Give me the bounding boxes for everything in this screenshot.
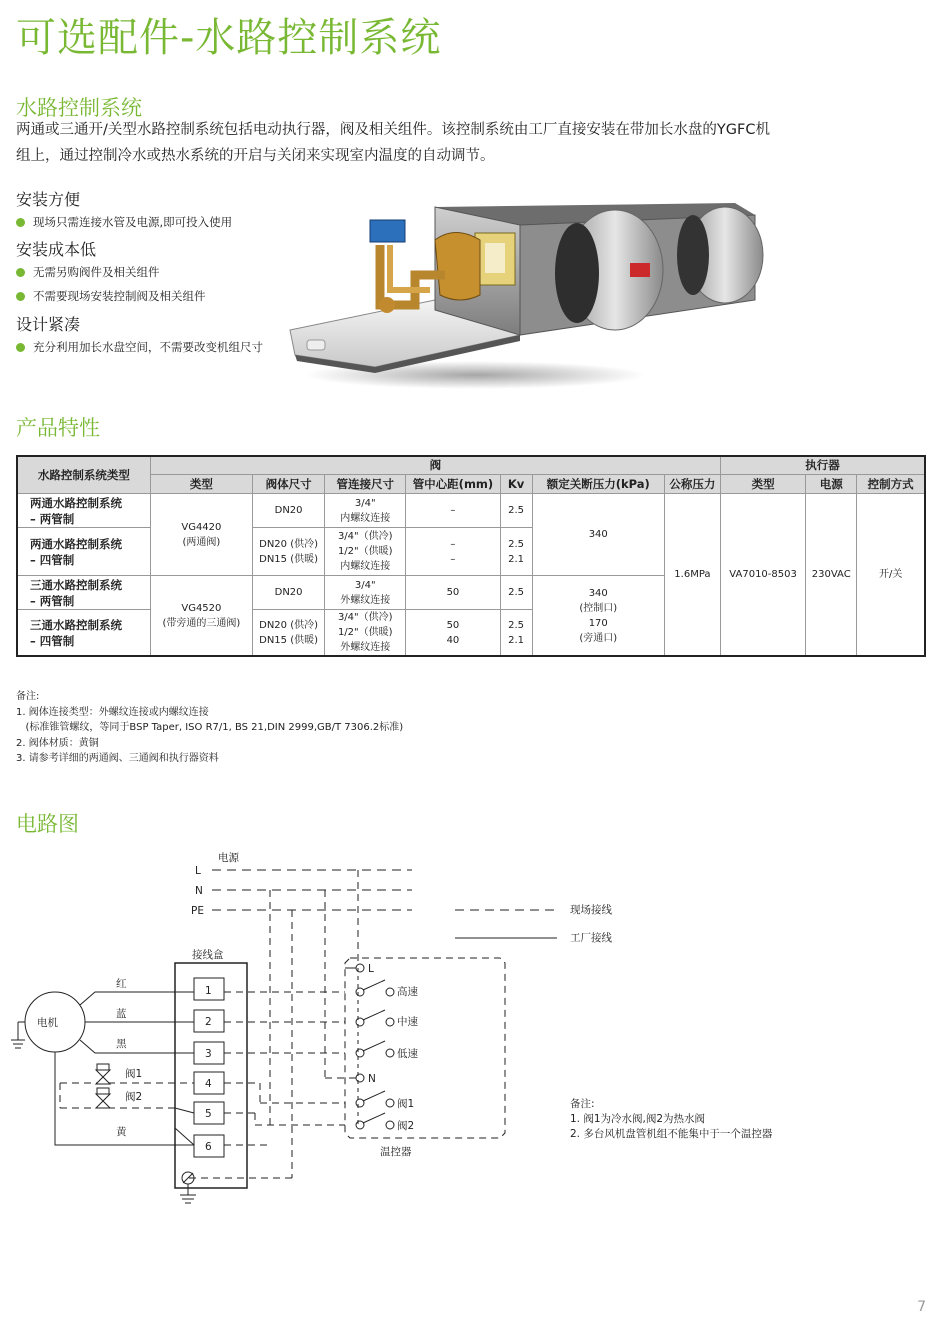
header-actuator: 执行器 bbox=[720, 456, 925, 475]
section-title-wiring: 电路图 bbox=[16, 812, 79, 836]
section-title-features: 产品特性 bbox=[16, 416, 100, 440]
conn-size-cell: 3/4" 内螺纹连接 bbox=[325, 494, 406, 528]
col-header: Kv bbox=[500, 475, 532, 494]
line-label-l: L bbox=[195, 865, 201, 877]
intro-paragraph: 两通或三通开/关型水路控制系统包括电动执行器，阀及相关组件。该控制系统由工厂直接安装在带加长水盘的YGFC机组上，通过控制冷水或热水系统的开启与关闭来实现室内温度的自动调节。 bbox=[16, 122, 770, 164]
legend-factory-wiring: 工厂接线 bbox=[570, 932, 612, 944]
terminal-label: 6 bbox=[205, 1141, 212, 1153]
actuator-type-cell: VA7010-8503 bbox=[720, 494, 805, 657]
close-pressure-cell: 340 (控制口) 170 (旁通口) bbox=[532, 576, 664, 657]
center-dist-cell: – – bbox=[406, 528, 500, 576]
nominal-pressure-cell: 1.6MPa bbox=[664, 494, 720, 657]
body-size-cell: DN20 (供冷) DN15 (供暖) bbox=[253, 610, 325, 657]
thermostat-terminal: 阀1 bbox=[397, 1098, 415, 1110]
page-title: 可选配件-水路控制系统 bbox=[16, 15, 442, 61]
wire-yellow-label: 黄 bbox=[116, 1126, 127, 1138]
terminal-label: 1 bbox=[205, 985, 212, 997]
thermostat-terminal: N bbox=[368, 1073, 376, 1085]
thermostat-terminal: 低速 bbox=[397, 1048, 418, 1060]
col-header: 类型 bbox=[150, 475, 252, 494]
header-model: 水路控制系统类型 bbox=[17, 456, 150, 494]
feature-bullet: 无需另购阀件及相关组件 bbox=[16, 264, 160, 280]
wire-blue-label: 蓝 bbox=[116, 1008, 127, 1020]
thermostat-terminal: L bbox=[368, 963, 374, 975]
line-label-pe: PE bbox=[191, 905, 204, 917]
diagram-note: 2. 多台风机盘管机组不能集中于一个温控器 bbox=[570, 1128, 773, 1140]
model-cell: 三通水路控制系统 – 四管制 bbox=[17, 610, 150, 657]
feature-bullet: 充分利用加长水盘空间，不需要改变机组尺寸 bbox=[16, 339, 263, 355]
col-header: 电源 bbox=[806, 475, 857, 494]
center-dist-cell: 50 40 bbox=[406, 610, 500, 657]
note-line: 2. 阀体材质：黄铜 bbox=[16, 737, 99, 749]
note-line: 3. 请参考详细的两通阀、三通阀和执行器资料 bbox=[16, 753, 219, 764]
model-cell: 两通水路控制系统 – 两管制 bbox=[17, 494, 150, 528]
feature-title-compact: 设计紧凑 bbox=[16, 315, 81, 334]
valve1-label: 阀1 bbox=[125, 1068, 143, 1080]
thermostat-terminal: 高速 bbox=[397, 986, 418, 998]
body-size-cell: DN20 bbox=[253, 576, 325, 610]
power-label: 电源 bbox=[218, 852, 239, 864]
model-cell: 两通水路控制系统 – 四管制 bbox=[17, 528, 150, 576]
close-pressure-cell: 340 bbox=[532, 494, 664, 576]
terminal-label: 3 bbox=[205, 1048, 212, 1060]
conn-size-cell: 3/4"（供冷) 1/2"（供暖) 外螺纹连接 bbox=[325, 610, 406, 657]
table-notes bbox=[16, 689, 403, 767]
spec-table bbox=[16, 455, 926, 657]
body-size-cell: DN20 (供冷) DN15 (供暖) bbox=[253, 528, 325, 576]
bullet-dot-icon bbox=[16, 268, 25, 277]
section-title-water-control: 水路控制系统 bbox=[16, 96, 142, 120]
page-number: 7 bbox=[917, 1299, 926, 1315]
thermostat-terminal: 中速 bbox=[397, 1016, 418, 1028]
center-dist-cell: – bbox=[406, 494, 500, 528]
bullet-dot-icon bbox=[16, 218, 25, 227]
note-line: 备注: bbox=[16, 691, 40, 702]
kv-cell: 2.5 2.1 bbox=[500, 610, 532, 657]
valve-type-cell: VG4420 (两通阀) bbox=[150, 494, 252, 576]
header-valve: 阀 bbox=[150, 456, 720, 475]
valve-type-cell: VG4520 (带旁通的三通阀) bbox=[150, 576, 252, 657]
body-size-cell: DN20 bbox=[253, 494, 325, 528]
control-cell: 开/关 bbox=[857, 494, 925, 657]
line-label-n: N bbox=[195, 885, 203, 897]
feature-bullet: 不需要现场安装控制阀及相关组件 bbox=[16, 288, 206, 304]
model-cell: 三通水路控制系统 – 两管制 bbox=[17, 576, 150, 610]
thermostat-terminal: 阀2 bbox=[397, 1120, 415, 1132]
diagram-note: 备注: bbox=[570, 1098, 595, 1110]
note-line: 1. 阀体连接类型：外螺纹连接或内螺纹连接 bbox=[16, 706, 209, 718]
bullet-dot-icon bbox=[16, 292, 25, 301]
terminal-label: 4 bbox=[205, 1078, 212, 1090]
conn-size-cell: 3/4"（供冷) 1/2"（供暖) 内螺纹连接 bbox=[325, 528, 406, 576]
col-header: 管中心距(mm) bbox=[406, 475, 500, 494]
terminal-label: 2 bbox=[205, 1016, 212, 1028]
col-header: 控制方式 bbox=[857, 475, 925, 494]
bullet-dot-icon bbox=[16, 343, 25, 352]
kv-cell: 2.5 bbox=[500, 576, 532, 610]
valve2-label: 阀2 bbox=[125, 1091, 143, 1103]
col-header: 额定关断压力(kPa) bbox=[532, 475, 664, 494]
kv-cell: 2.5 2.1 bbox=[500, 528, 532, 576]
note-line: (标准锥管螺纹，等同于BSP Taper, ISO R7/1, BS 21,DIN 2999,GB/T 7306.2标准) bbox=[16, 722, 404, 733]
feature-title-easy-install: 安装方便 bbox=[16, 190, 81, 209]
fan-coil-unit-image bbox=[285, 195, 775, 390]
wire-black-label: 黑 bbox=[116, 1038, 127, 1050]
col-header: 类型 bbox=[720, 475, 805, 494]
thermostat-label: 温控器 bbox=[380, 1146, 412, 1158]
power-cell: 230VAC bbox=[806, 494, 857, 657]
feature-title-low-cost: 安装成本低 bbox=[16, 240, 97, 259]
kv-cell: 2.5 bbox=[500, 494, 532, 528]
col-header: 阀体尺寸 bbox=[253, 475, 325, 494]
wiring-diagram bbox=[0, 840, 942, 1220]
terminal-label: 5 bbox=[205, 1108, 212, 1120]
diagram-note: 1. 阀1为冷水阀,阀2为热水阀 bbox=[570, 1113, 706, 1125]
conn-size-cell: 3/4" 外螺纹连接 bbox=[325, 576, 406, 610]
col-header: 管连接尺寸 bbox=[325, 475, 406, 494]
col-header: 公称压力 bbox=[664, 475, 720, 494]
table-row bbox=[17, 494, 925, 528]
motor-label: 电机 bbox=[37, 1017, 58, 1029]
feature-bullet: 现场只需连接水管及电源,即可投入使用 bbox=[16, 214, 232, 230]
junction-box-label: 接线盒 bbox=[192, 949, 224, 961]
legend-field-wiring: 现场接线 bbox=[570, 904, 612, 916]
wire-red-label: 红 bbox=[116, 978, 127, 990]
center-dist-cell: 50 bbox=[406, 576, 500, 610]
